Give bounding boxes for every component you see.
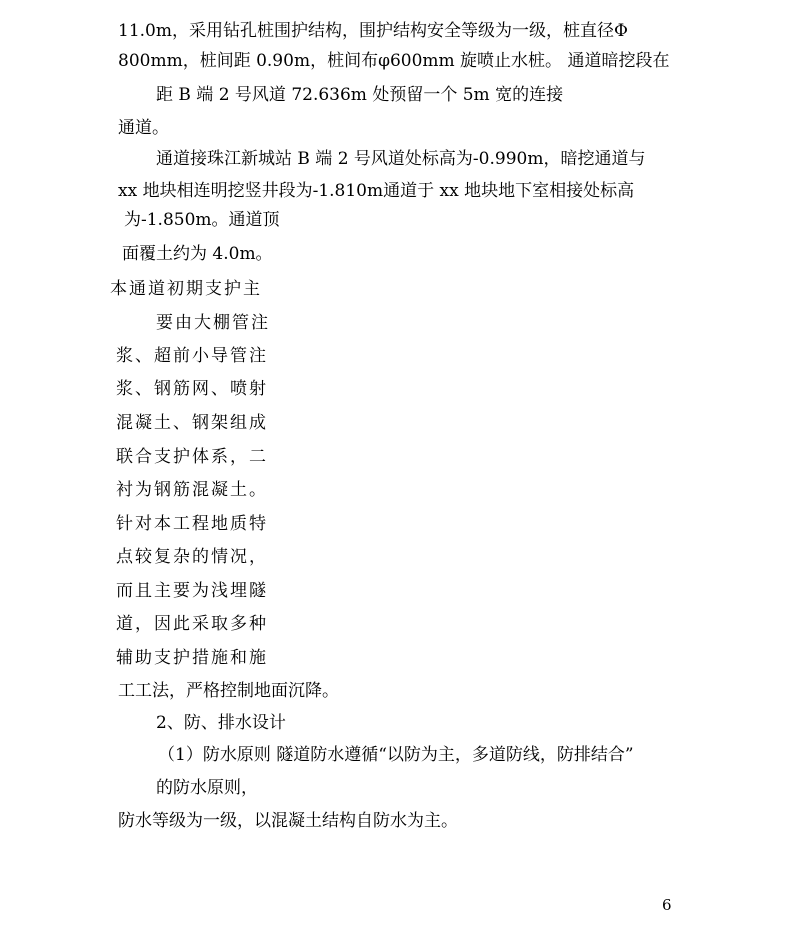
text-line-1: 11.0m，采用钻孔桩围护结构，围护结构安全等级为一级，桩直径Φ <box>118 21 628 41</box>
text-line-6: xx 地块相连明挖竖井段为-1.810m通道于 xx 地块地下室相接处标高 <box>118 181 635 201</box>
text-line-5: 通道接珠江新城站 B 端 2 号风道处标高为-0.990m，暗挖通道与 <box>156 149 646 169</box>
section-heading: 2、防、排水设计 <box>156 713 286 733</box>
text-line-10: 要由大棚管注 <box>156 313 270 333</box>
text-line-13: 混凝土、钢架组成 <box>116 413 268 433</box>
text-line-19: 道，因此采取多种 <box>116 614 268 634</box>
text-line-7: 为-1.850m。通道顶 <box>124 210 280 230</box>
text-line-17: 点较复杂的情况， <box>116 547 268 567</box>
text-line-18: 而且主要为浅埋隧 <box>116 581 268 601</box>
text-line-9: 本通道初期支护主 <box>110 279 262 299</box>
text-line-11: 浆、超前小导管注 <box>116 346 268 366</box>
text-line-16: 针对本工程地质特 <box>116 514 268 534</box>
text-line-15: 衬为钢筋混凝土。 <box>116 480 268 500</box>
text-line-2: 800mm，桩间距 0.90m，桩间布φ600mm 旋喷止水桩。 通道暗挖段在 <box>118 51 670 71</box>
text-line-8: 面覆土约为 4.0m。 <box>122 244 273 264</box>
text-line-14: 联合支护体系，二 <box>116 447 268 467</box>
text-line-24: 的防水原则， <box>156 778 258 798</box>
text-line-23: （1）防水原则 隧道防水遵循“以防为主，多道防线，防排结合” <box>158 745 634 765</box>
text-line-21: 工工法，严格控制地面沉降。 <box>118 681 339 701</box>
text-line-12: 浆、钢筋网、喷射 <box>116 379 268 399</box>
text-line-4: 通道。 <box>118 118 169 138</box>
text-line-3: 距 B 端 2 号风道 72.636m 处预留一个 5m 宽的连接 <box>156 85 564 105</box>
text-line-20: 辅助支护措施和施 <box>116 648 268 668</box>
page-number: 6 <box>662 896 672 914</box>
text-line-25: 防水等级为一级，以混凝土结构自防水为主。 <box>118 811 458 831</box>
